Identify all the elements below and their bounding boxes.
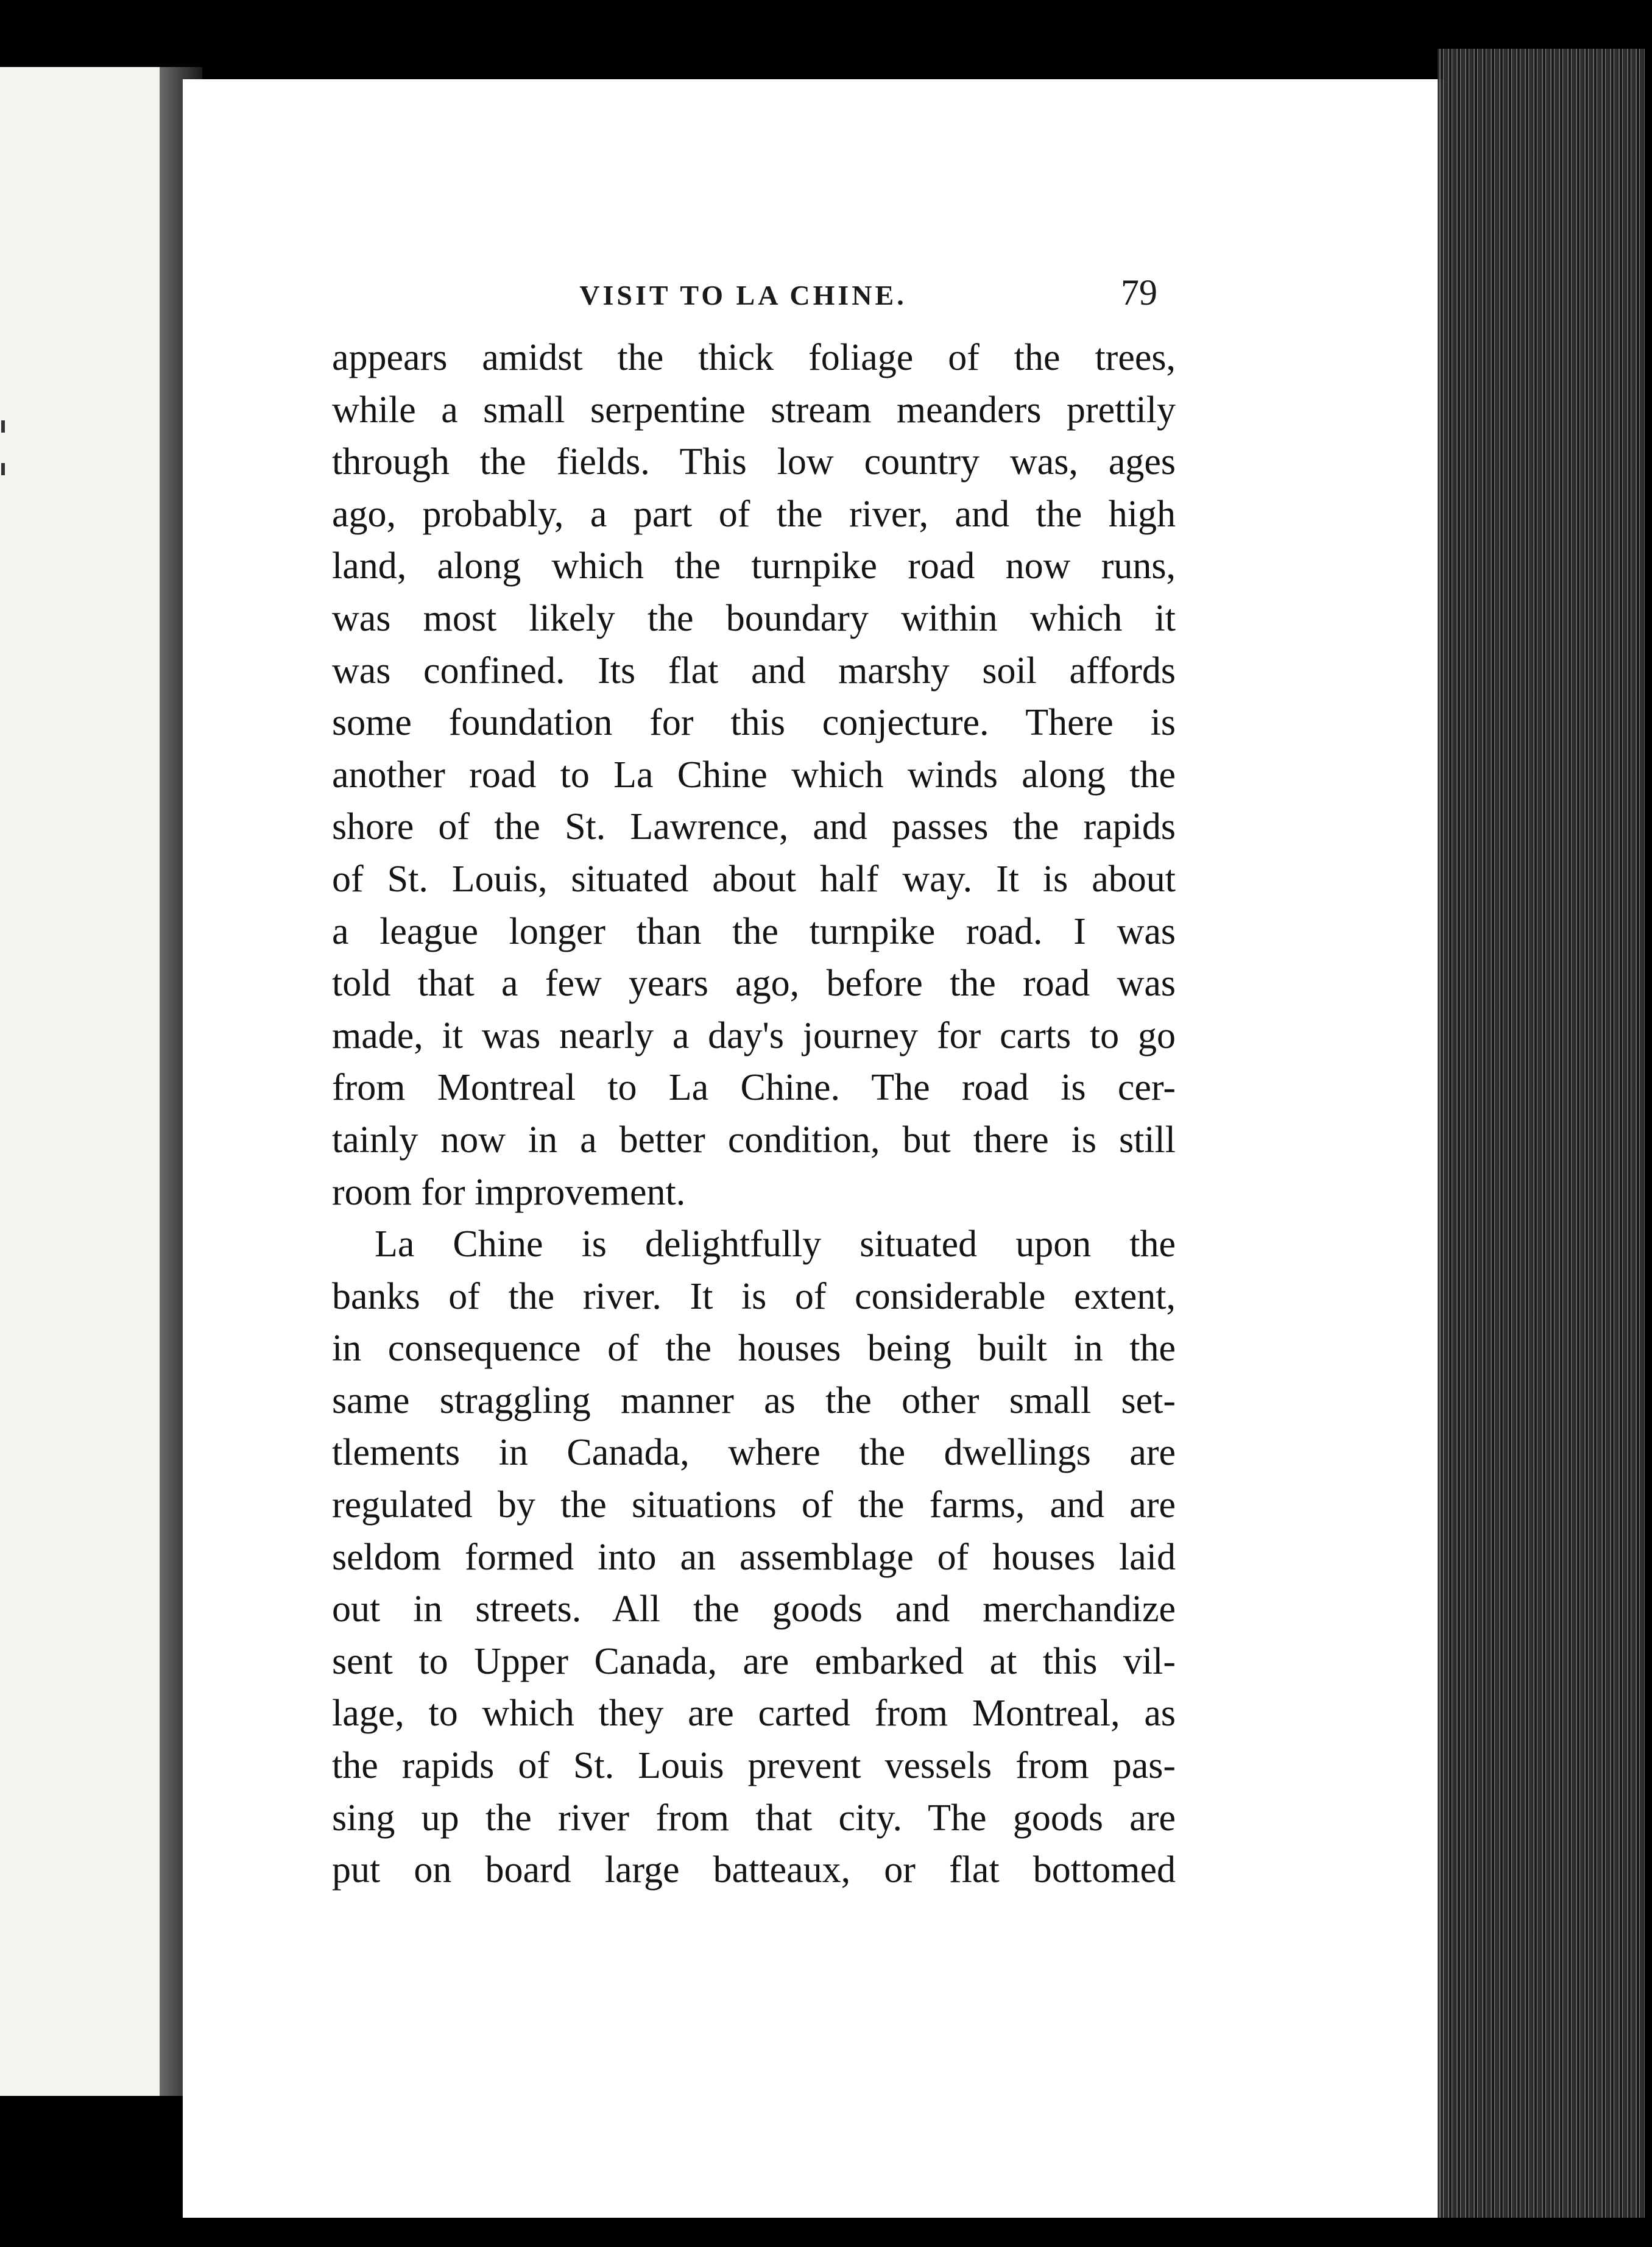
text-line: tainly now in a better condition, but there is still	[332, 1119, 1176, 1161]
text-line: was most likely the boundary within which it	[332, 597, 1176, 639]
text-line: while a small serpentine stream meanders prettily	[332, 389, 1176, 431]
margin-mark	[1, 463, 5, 475]
text-line: out in streets. All the goods and merchandize	[332, 1588, 1176, 1630]
page-header	[286, 274, 1200, 317]
body-text	[332, 332, 1176, 1897]
text-line: tlements in Canada, where the dwellings are	[332, 1432, 1176, 1474]
text-line: told that a few years ago, before the road was	[332, 963, 1176, 1005]
text-line: shore of the St. Lawrence, and passes the rapids	[332, 806, 1176, 848]
text-line: made, it was nearly a day's journey for carts to go	[332, 1014, 1176, 1056]
text-line: from Montreal to La Chine. The road is cer-	[332, 1067, 1176, 1109]
text-line: sent to Upper Canada, are embarked at this vil-	[332, 1640, 1176, 1682]
text-line: some foundation for this conjecture. There is	[332, 702, 1176, 744]
text-line: regulated by the situations of the farms, and are	[332, 1484, 1176, 1526]
page-stack-edge	[1438, 49, 1645, 2218]
text-line: lage, to which they are carted from Montreal, as	[332, 1693, 1176, 1735]
text-line: of St. Louis, situated about half way. It is about	[332, 858, 1176, 900]
running-head: VISIT TO LA CHINE.	[579, 280, 907, 311]
text-line: sing up the river from that city. The goods are	[332, 1797, 1176, 1839]
text-line: another road to La Chine which winds along the	[332, 754, 1176, 796]
text-line: through the fields. This low country was, ages	[332, 441, 1176, 483]
text-line: La Chine is delightfully situated upon the	[375, 1223, 1176, 1265]
text-line: banks of the river. It is of considerable extent,	[332, 1275, 1176, 1317]
text-line: put on board large batteaux, or flat bottomed	[332, 1849, 1176, 1891]
text-line: land, along which the turnpike road now runs,	[332, 545, 1176, 587]
text-line: was confined. Its flat and marshy soil affords	[332, 649, 1176, 692]
text-line: appears amidst the thick foliage of the trees,	[332, 337, 1176, 378]
text-line: seldom formed into an assemblage of houses laid	[332, 1536, 1176, 1578]
text-line: room for improvement.	[332, 1171, 686, 1213]
page-number: 79	[1121, 272, 1157, 313]
text-line: same straggling manner as the other small set-	[332, 1379, 1176, 1421]
text-line: in consequence of the houses being built in the	[332, 1328, 1176, 1370]
text-line: the rapids of St. Louis prevent vessels from pas-	[332, 1745, 1176, 1787]
text-line: a league longer than the turnpike road. I was	[332, 910, 1176, 952]
facing-page-edge	[0, 67, 160, 2096]
text-line: ago, probably, a part of the river, and the high	[332, 493, 1176, 535]
margin-mark	[1, 420, 5, 433]
